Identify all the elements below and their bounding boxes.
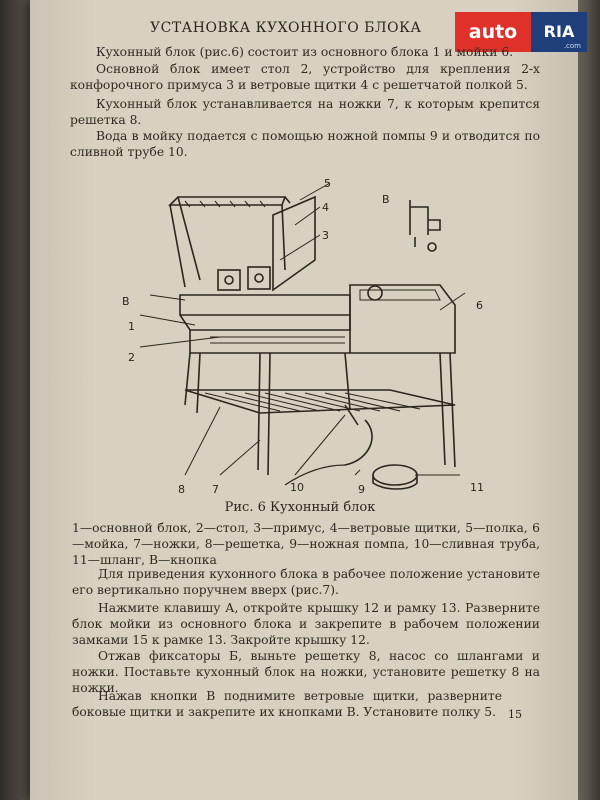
figure-label-9: 9 — [358, 483, 365, 496]
figure-label-2: 2 — [128, 351, 135, 364]
logo-ria-label: RIA — [543, 22, 575, 41]
figure-label-4: 4 — [322, 201, 329, 214]
figure-legend: 1—основной блок, 2—стол, 3—примус, 4—ветровые щитки, 5—полка, 6—мойка, 7—ножки, 8—решетка, 9—ножная помпа, 10—сливная труба, 11—шланг, В—кнопка — [72, 521, 540, 567]
intro-paragraph-3: Кухонный блок устанавливается на ножки 7, к которым крепится решетка 8. — [70, 97, 540, 127]
figure-label-8: 8 — [178, 483, 185, 496]
figure-label-1: 1 — [128, 320, 135, 333]
instruction-paragraph-1: Для приведения кухонного блока в рабочее положение установите его вертикально поручнем вверх (рис.7). — [72, 567, 540, 597]
logo-com-label: .com — [563, 42, 581, 50]
figure-label-3: 3 — [322, 229, 329, 242]
book-spine-edge — [0, 0, 30, 800]
figure-label-b-inset: В — [382, 193, 390, 206]
figure-label-6: 6 — [476, 299, 483, 312]
intro-paragraph-2: Основной блок имеет стол 2, устройство для крепления 2-х конфорочного примуса 3 и ветровые щитки 4 с решетчатой полкой 5. — [70, 62, 540, 92]
kitchen-block-figure — [110, 175, 510, 500]
intro-paragraph-1: Кухонный блок (рис.6) состоит из основного блока 1 и мойки 6. — [96, 45, 514, 59]
page-heading: УСТАНОВКА КУХОННОГО БЛОКА — [150, 20, 422, 36]
figure-label-11: 11 — [470, 481, 484, 494]
instruction-paragraph-3: Отжав фиксаторы Б, выньте решетку 8, насос со шлангами и ножки. Поставьте кухонный блок на ножки, установите решетку 8 на ножки. — [72, 649, 540, 695]
logo-auto-text: auto — [455, 12, 531, 52]
figure-label-5: 5 — [324, 177, 331, 190]
page-number: 15 — [508, 708, 522, 721]
kitchen-block-drawing — [110, 175, 510, 500]
instruction-paragraph-4: Нажав кнопки В поднимите ветровые щитки, разверните боковые щитки и закрепите их кнопками В. Установите полку 5. — [72, 689, 502, 719]
figure-label-10: 10 — [290, 481, 304, 494]
background-edge — [578, 0, 600, 800]
figure-label-b-left: В — [122, 295, 130, 308]
instruction-paragraph-2: Нажмите клавишу А, откройте крышку 12 и рамку 13. Разверните блок мойки из основного блока и закрепите в рабочем положении замками 15 к рамке 13. Закройте крышку 12. — [72, 601, 540, 647]
figure-caption: Рис. 6 Кухонный блок — [224, 500, 376, 515]
intro-paragraph-4: Вода в мойку подается с помощью ножной помпы 9 и отводится по сливной трубе 10. — [70, 129, 540, 159]
figure-label-7: 7 — [212, 483, 219, 496]
